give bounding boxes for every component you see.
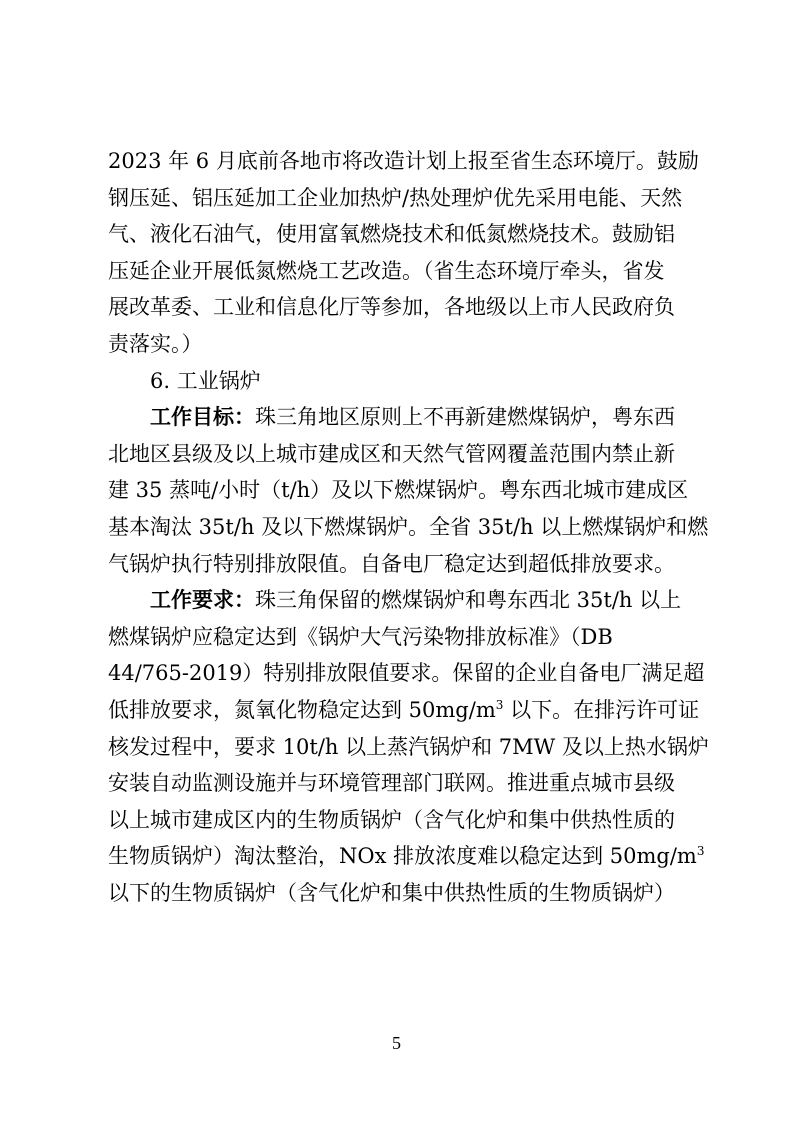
text-line: 气锅炉执行特别排放限值。自备电厂稳定达到超低排放要求。 [108,551,675,576]
text-line: 气、液化石油气，使用富氧燃烧技术和低氮燃烧技术。鼓励铝 [108,222,675,247]
text-segment: 生物质锅炉）淘汰整治，NOx 排放浓度难以稳定达到 50mg/m [108,844,697,869]
superscript: 3 [696,844,705,859]
paragraph-continuation [108,143,699,363]
text-line: 安装自动监测设施并与环境管理部门联网。推进重点城市县级 [108,771,675,796]
text-line: 责落实。） [108,331,203,356]
text-line: 钢压延、铝压延加工企业加热炉/热处理炉优先采用电能、天然 [108,185,683,210]
text-line: 基本淘汰 35t/h 及以下燃煤锅炉。全省 35t/h 以上燃煤锅炉和燃 [108,514,709,539]
paragraph-text: 珠三角保留的燃煤锅炉和粤东西北 35t/h 以上 [255,588,682,613]
paragraph-work-goals [108,399,709,582]
text-line: 建 35 蒸吨/小时（t/h）及以下燃煤锅炉。粤东西北城市建成区 [108,478,689,503]
paragraph-label: 工作目标： [150,404,255,430]
text-line [108,399,693,436]
paragraph-label: 工作要求： [150,587,255,613]
text-line: 以下的生物质锅炉（含气化炉和集中供热性质的生物质锅炉） [108,880,675,905]
text-line: 北地区县级及以上城市建成区和天然气管网覆盖范围内禁止新 [108,441,675,466]
page-number: 5 [392,1033,401,1053]
document-body [108,143,709,911]
text-line [108,582,693,619]
text-line: 燃煤锅炉应稳定达到《锅炉大气污染物排放标准》（DB [108,624,613,649]
text-line: 压延企业开展低氮燃烧工艺改造。（省生态环境厅牵头，省发 [108,258,665,283]
text-line: 2023 年 6 月底前各地市将改造计划上报至省生态环境厅。鼓励 [108,149,699,173]
section-heading: 6. 工业锅炉 [150,368,261,393]
superscript: 3 [495,697,504,712]
text-line: 展改革委、工业和信息化厅等参加，各地级以上市人民政府负 [108,295,675,320]
text-segment: 以下。在排污许可证 [503,697,700,722]
text-segment: 低排放要求，氮氧化物稳定达到 50mg/m [108,697,496,722]
paragraph-work-requirements [108,582,709,911]
text-line [108,838,705,875]
text-line: 以上城市建成区内的生物质锅炉（含气化炉和集中供热性质的 [108,807,675,832]
text-line [108,692,700,729]
text-line: 44/765-2019）特别排放限值要求。保留的企业自备电厂满足超 [108,661,705,686]
text-line: 核发过程中，要求 10t/h 以上蒸汽锅炉和 7MW 及以上热水锅炉 [108,734,709,759]
paragraph-text: 珠三角地区原则上不再新建燃煤锅炉，粤东西 [255,405,675,430]
